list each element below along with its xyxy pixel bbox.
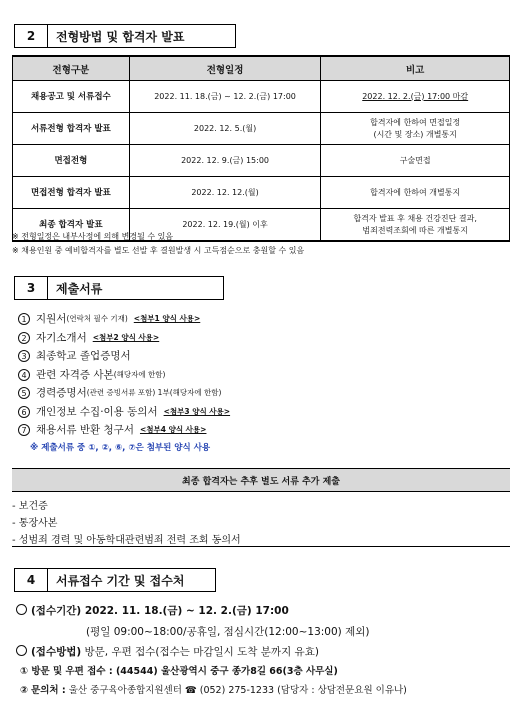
stage-cell: 서류전형 합격자 발표 (13, 113, 130, 145)
date-cell: 2022. 12. 5.(월) (129, 113, 321, 145)
schedule-table (12, 55, 510, 242)
list-item: - 성범죄 경력 및 아동학대관련범죄 전력 조회 동의서 (12, 535, 241, 546)
reception-method (16, 644, 319, 659)
section-4-header (14, 568, 216, 592)
item-text: 자기소개서 (36, 332, 87, 344)
table-row (13, 145, 510, 177)
list-item: - 보건증 (12, 501, 48, 512)
item-text: 채용서류 반환 청구서 (36, 424, 134, 436)
note-line: 범죄전력조회에 따른 개별통지 (362, 225, 468, 235)
column-header: 비고 (321, 56, 510, 81)
section-number: 2 (14, 24, 48, 48)
date-cell: 2022. 12. 19.(월) 이후 (129, 209, 321, 242)
note-line: 2022. 12. 2.(금) 17:00 마감 (362, 91, 469, 101)
item-number: 6 (18, 406, 30, 418)
attachment-label: <첨부3 양식 사용> (163, 407, 231, 416)
address-label: 방문 및 우편 접수 : (31, 666, 113, 677)
item-text: 최종학교 졸업증명서 (36, 350, 131, 362)
note-cell: 합격자에 한하여 개별통지 (321, 177, 510, 209)
item-number: 4 (18, 369, 30, 381)
column-header: 전형구분 (13, 56, 130, 81)
list-item (18, 330, 159, 345)
attachment-label: <첨부4 양식 사용> (139, 425, 207, 434)
reception-period (16, 603, 289, 618)
stage-cell: 최종 합격자 발표 (13, 209, 130, 242)
method-label: (접수방법) (31, 646, 82, 658)
item-number: 7 (18, 424, 30, 436)
divider (12, 546, 510, 547)
note-cell (321, 81, 510, 113)
section-title: 서류접수 기간 및 접수처 (48, 568, 216, 592)
list-item (18, 348, 131, 363)
schedule-note: ※ 채용인원 중 예비합격자를 별도 선발 후 결원발생 시 고득점순으로 충원할 수 있음 (12, 246, 305, 255)
table-row (13, 113, 510, 145)
item-number: ② (20, 685, 29, 696)
section-2-header (14, 24, 236, 48)
item-number: ① (20, 666, 29, 677)
list-item (18, 311, 200, 326)
item-detail: (관련 증빙서류 포함) 1부(해당자에 한함) (86, 388, 222, 397)
item-text: 개인정보 수집·이용 동의서 (36, 406, 158, 418)
section-3-header (14, 276, 224, 300)
reception-contact (20, 682, 407, 696)
item-number: 2 (18, 332, 30, 344)
date-cell: 2022. 11. 18.(금) ~ 12. 2.(금) 17:00 (129, 81, 321, 113)
list-item (18, 422, 206, 437)
stage-cell: 채용공고 및 서류접수 (13, 81, 130, 113)
reception-address (20, 663, 338, 677)
list-item (18, 385, 221, 400)
date-cell: 2022. 12. 12.(월) (129, 177, 321, 209)
period-sub: (평일 09:00~18:00/공휴일, 점심시간(12:00~13:00) 제외) (86, 626, 370, 638)
item-number: 5 (18, 387, 30, 399)
item-number: 1 (18, 313, 30, 325)
stage-cell: 면접전형 합격자 발표 (13, 177, 130, 209)
item-detail: (연락처 필수 기재) (66, 314, 128, 323)
section-title: 제출서류 (48, 276, 224, 300)
column-header: 전형일정 (129, 56, 321, 81)
circle-bullet-icon (16, 604, 27, 615)
section-number: 3 (14, 276, 48, 300)
period-label: (접수기간) (31, 605, 82, 617)
period-value: 2022. 11. 18.(금) ~ 12. 2.(금) 17:00 (84, 605, 289, 617)
attachment-label: <첨부1 양식 사용> (133, 314, 201, 323)
table-row (13, 177, 510, 209)
final-submission-banner: 최종 합격자는 추후 별도 서류 추가 제출 (12, 468, 510, 492)
note-cell: 구술면접 (321, 145, 510, 177)
note-cell (321, 113, 510, 145)
table-header-row (13, 56, 510, 81)
list-item (18, 404, 230, 419)
documents-note: ※ 제출서류 중 ①, ②, ⑥, ⑦은 첨부된 양식 사용 (30, 443, 211, 453)
note-cell (321, 209, 510, 242)
note-line: 합격자 발표 후 채용 건강진단 결과, (353, 213, 477, 223)
address-value: (44544) 울산광역시 중구 종가8길 66(3층 사무실) (115, 666, 338, 677)
circle-bullet-icon (16, 645, 27, 656)
method-value: 방문, 우편 접수(접수는 마감일시 도착 분까지 유효) (84, 646, 319, 658)
schedule-note: ※ 전형일정은 내부사정에 의해 변경될 수 있음 (12, 232, 174, 241)
note-line: (시간 및 장소) 개별통지 (373, 129, 457, 139)
section-title: 전형방법 및 합격자 발표 (48, 24, 236, 48)
contact-label: 문의처 : (31, 685, 66, 696)
list-item (18, 367, 165, 382)
attachment-label: <첨부2 양식 사용> (92, 333, 160, 342)
stage-cell: 면접전형 (13, 145, 130, 177)
item-text: 관련 자격증 사본 (36, 369, 114, 381)
table-row (13, 81, 510, 113)
item-text: 지원서 (36, 313, 67, 325)
date-cell: 2022. 12. 9.(금) 15:00 (129, 145, 321, 177)
contact-value: 울산 중구육아종합지원센터 ☎ (052) 275-1233 (담당자 : 상담전문요원 이유나) (68, 685, 407, 696)
item-text: 경력증명서 (36, 387, 87, 399)
list-item: - 통장사본 (12, 518, 58, 529)
item-number: 3 (18, 350, 30, 362)
section-number: 4 (14, 568, 48, 592)
item-detail: (해당자에 한함) (113, 370, 166, 379)
note-line: 합격자에 한하여 면접일정 (370, 117, 461, 127)
